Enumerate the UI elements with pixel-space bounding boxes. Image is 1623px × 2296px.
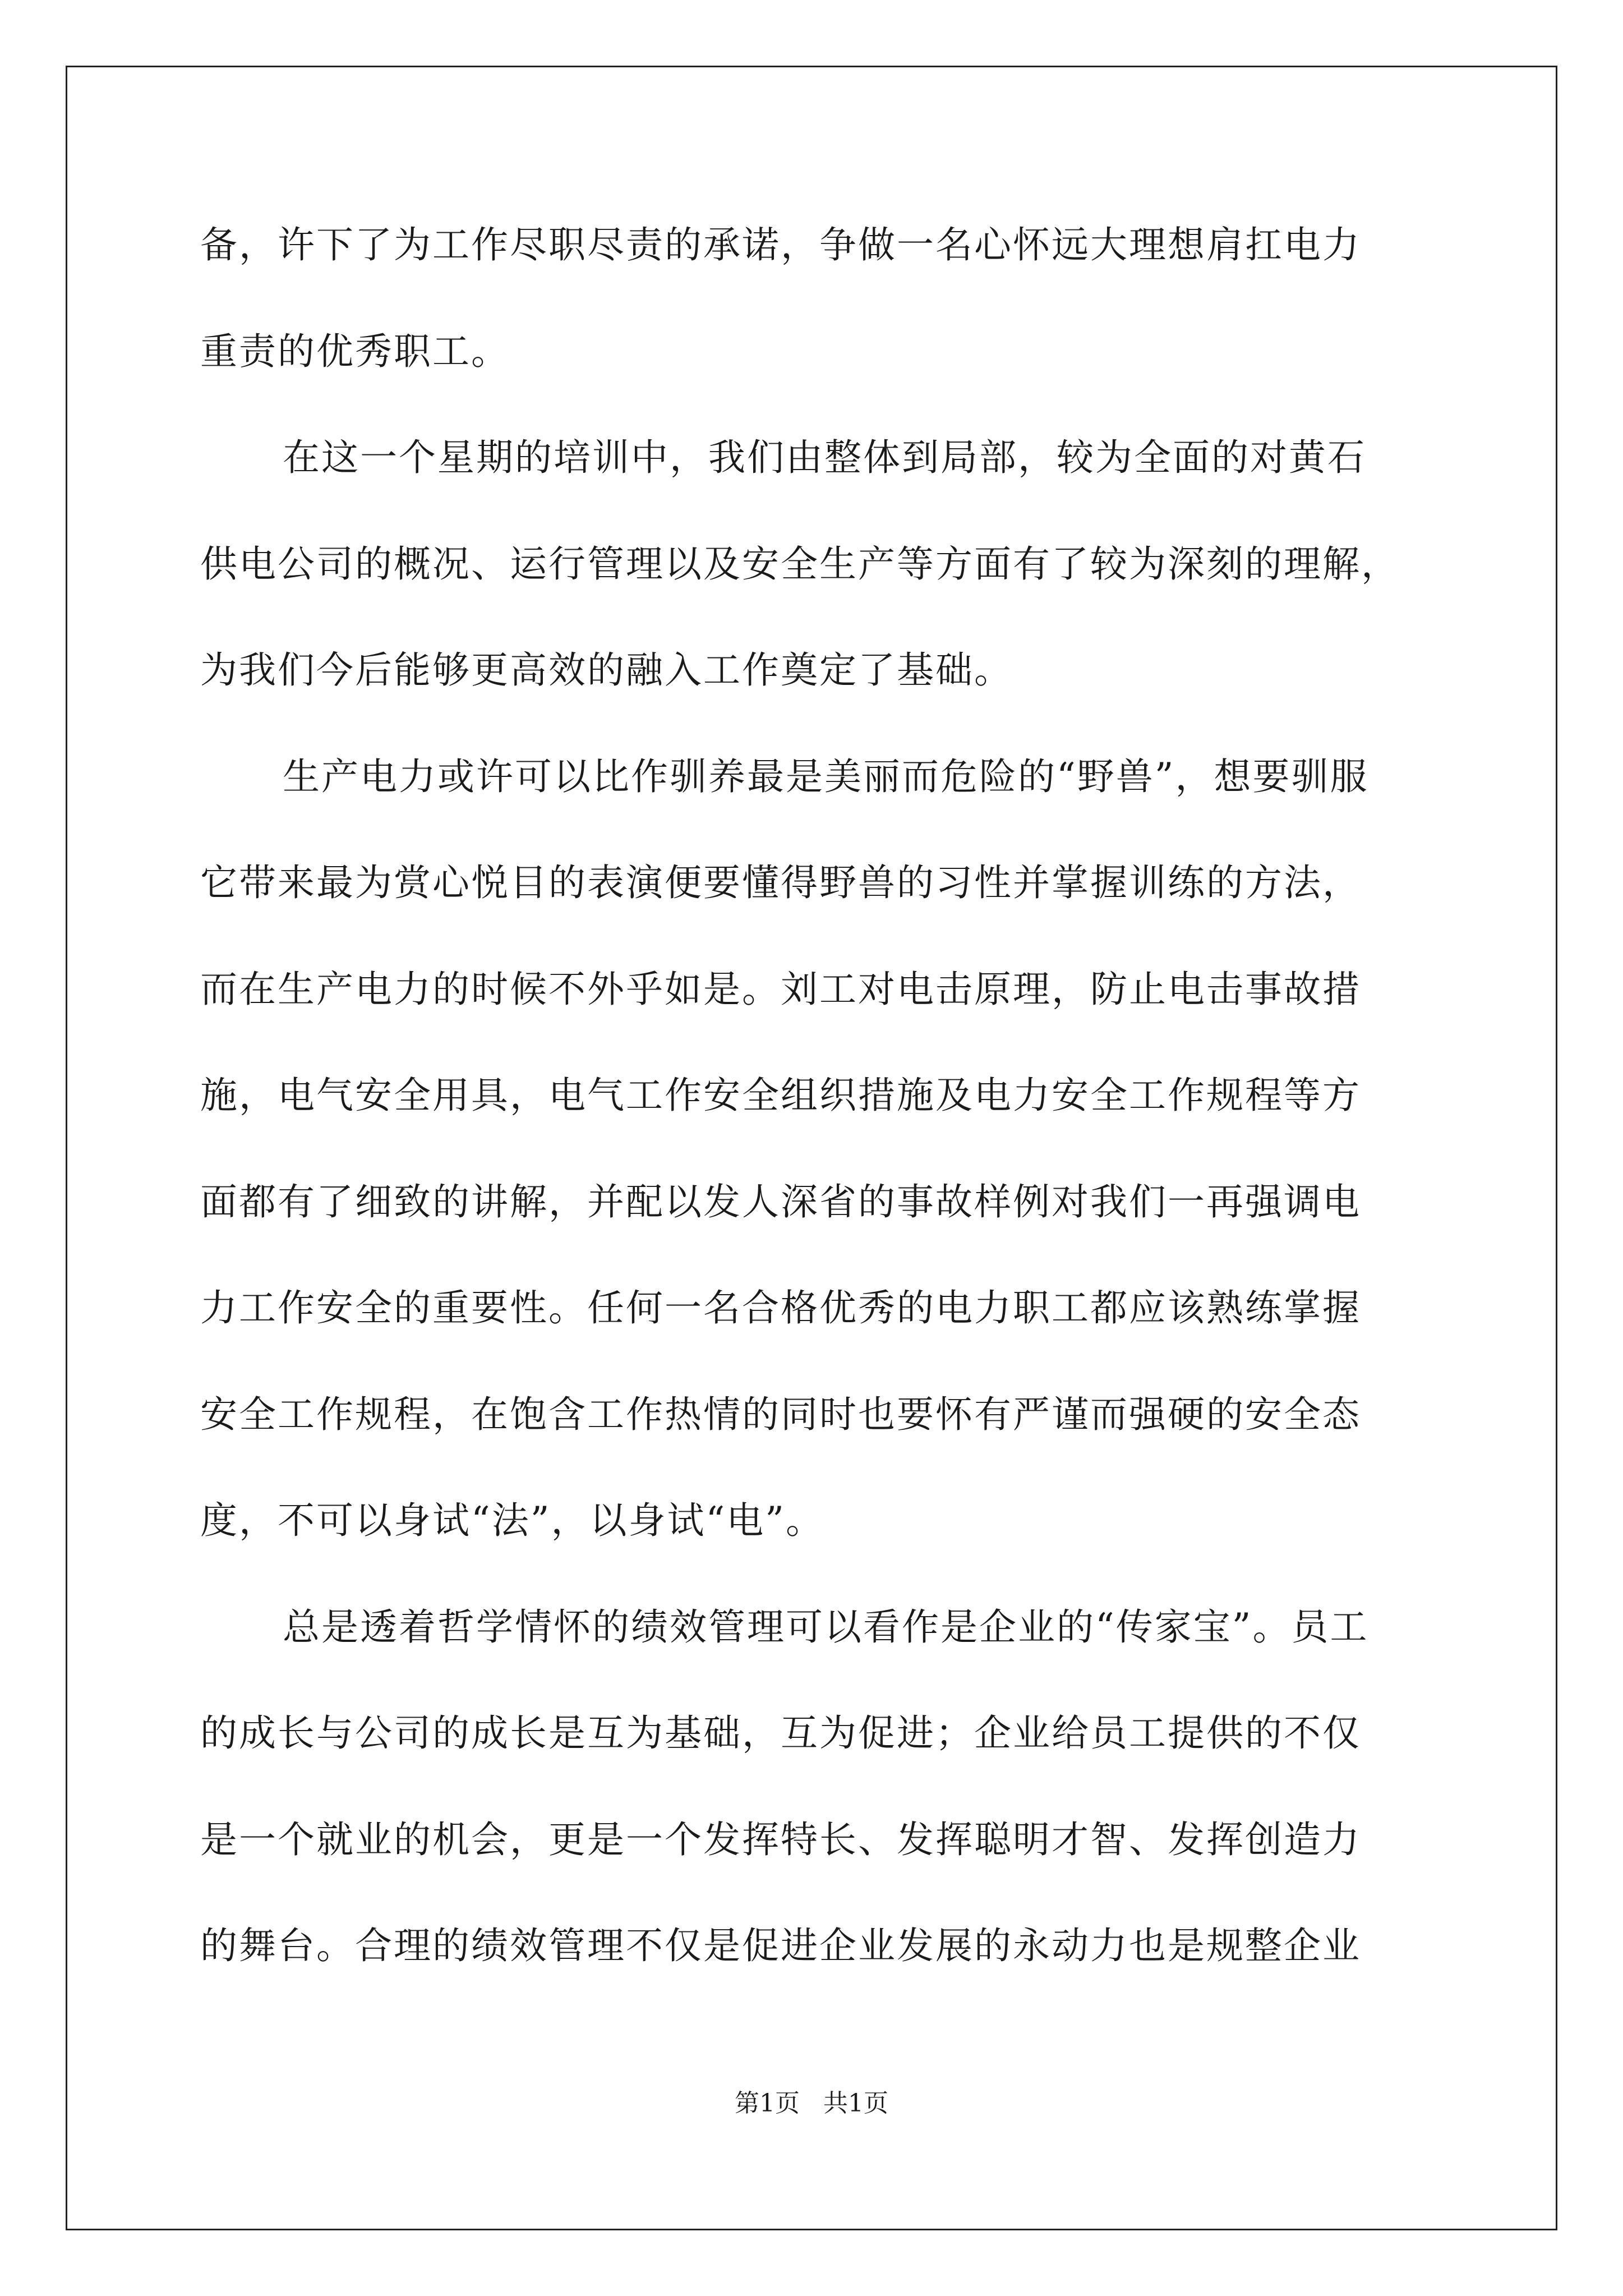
paragraph-line: 供电公司的概况、运行管理以及安全生产等方面有了较为深刻的理解，: [200, 542, 1400, 586]
paragraph-line: 施，电气安全用具，电气工作安全组织措施及电力安全工作规程等方: [200, 1074, 1361, 1117]
paragraph-line: 是一个就业的机会，更是一个发挥特长、发挥聪明才智、发挥创造力: [200, 1818, 1361, 1861]
paragraph-line: 重责的优秀职工。: [200, 329, 510, 373]
paragraph-line: 的成长与公司的成长是互为基础，互为促进；企业给员工提供的不仅: [200, 1711, 1361, 1755]
page-number-footer: 第1页 共1页: [735, 2089, 888, 2118]
paragraph-first-line: 总是透着哲学情怀的绩效管理可以看作是企业的“传家宝”。员工: [283, 1605, 1369, 1649]
paragraph-line: 它带来最为赏心悦目的表演便要懂得野兽的习性并掌握训练的方法，: [200, 861, 1361, 904]
paragraph-line: 面都有了细致的讲解，并配以发人深省的事故样例对我们一再强调电: [200, 1180, 1361, 1223]
paragraph-line: 而在生产电力的时候不外乎如是。刘工对电击原理，防止电击事故措: [200, 967, 1361, 1011]
paragraph-line: 度，不可以身试“法”，以身试“电”。: [200, 1499, 824, 1542]
paragraph-line: 安全工作规程，在饱含工作热情的同时也要怀有严谨而强硬的安全态: [200, 1392, 1361, 1436]
paragraph-line: 为我们今后能够更高效的融入工作奠定了基础。: [200, 648, 1013, 692]
paragraph-first-line: 生产电力或许可以比作驯养最是美丽而危险的“野兽”，想要驯服: [283, 754, 1369, 798]
paragraph-line: 力工作安全的重要性。任何一名合格优秀的电力职工都应该熟练掌握: [200, 1286, 1361, 1329]
paragraph-line: 备，许下了为工作尽职尽责的承诺，争做一名心怀远大理想肩扛电力: [200, 223, 1361, 266]
paragraph-line: 的舞台。合理的绩效管理不仅是促进企业发展的永动力也是规整企业: [200, 1924, 1361, 1967]
document-body: [200, 214, 1456, 2022]
paragraph-first-line: 在这一个星期的培训中，我们由整体到局部，较为全面的对黄石: [283, 436, 1366, 479]
